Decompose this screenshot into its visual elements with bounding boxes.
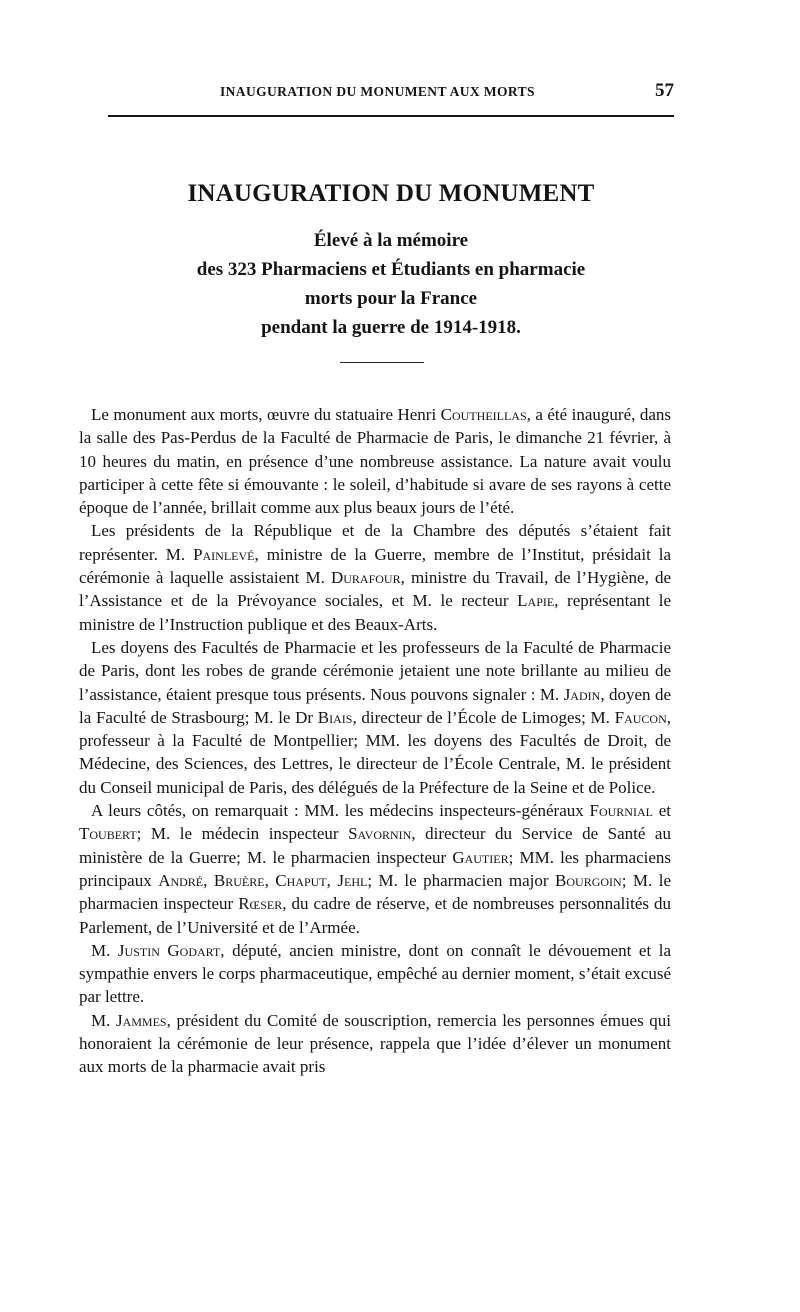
person-name: Coutheillas (440, 405, 527, 424)
title-rule (340, 362, 424, 363)
page-number: 57 (655, 80, 674, 101)
subtitle-line: Élevé à la mémoire (313, 230, 469, 251)
person-name: André (158, 870, 204, 890)
paragraph: Les présidents de la République et de la Chambre des députés s’étaient fait représenter. M. Painlevé, ministre de la Guerre, membre de l’Institut, présidait la cérémonie à laquelle assistaient M. Durafour, ministre du Travail, de l’Hygiène, de l’Assistance et de la Prévoyance sociales, et M. le recteur Lapie, représentant le ministre de l’Instruction publique et des Beaux-Arts. (79, 521, 671, 634)
header-rule (108, 115, 674, 117)
person-name: Faucon (614, 707, 667, 727)
paragraph: Le monument aux morts, œuvre du statuaire Henri Coutheillas, a été inauguré, dans la salle des Pas-Perdus de la Faculté de Pharmacie de Paris, le dimanche 21 février, à 10 heures du matin, en présence d’une nombreuse assistance. La nature avait voulu participer à cette fête si émouvante : le soleil, d’habitude si avare de ses rayons à cette époque de l’année, brillait comme aux plus beaux jours de l’été. (79, 405, 672, 518)
person-name: Jehl (337, 870, 368, 890)
paragraph: M. Jammes, président du Comité de souscription, remercia les personnes émues qui honoraient la cérémonie de leur présence, rappela que l’idée d’élever un monument aux morts de la pharmacie avait pris (79, 1010, 671, 1077)
person-name: Toubert (79, 824, 137, 844)
person-name: Durafour (330, 568, 401, 588)
person-name: Bruère (213, 870, 265, 890)
person-name: Fournial (589, 801, 653, 821)
person-name: Jammes (115, 1010, 167, 1030)
title-block (108, 176, 674, 342)
person-name: Jadin (563, 684, 601, 704)
paragraph: M. Justin Godart, député, ancien ministre, dont on connaît le dévouement et la sympathie envers le corps pharmaceutique, empêché au dernier moment, s’était excusé par lettre. (79, 940, 671, 1007)
person-name: Biais (317, 707, 353, 727)
body-text (79, 403, 671, 1079)
person-name: Painlevé (193, 544, 255, 564)
running-head (108, 80, 674, 104)
running-title: INAUGURATION DU MONUMENT AUX MORTS (220, 84, 535, 99)
person-name: Savornin (348, 824, 412, 844)
subtitle-line: morts pour la France (304, 288, 478, 309)
person-name: Chaput (275, 870, 327, 890)
person-name: Gautier (452, 847, 509, 867)
person-name: Rœser (238, 894, 283, 914)
subtitle-line: pendant la guerre de 1914-1918. (261, 317, 521, 338)
paragraph: A leurs côtés, on remarquait : MM. les médecins inspecteurs-généraux Fournial et Toubert; M. le médecin inspecteur Savornin, directeur du Service de Santé au ministère de la Guerre; M. le pharmacien inspecteur Gautier; MM. les pharmaciens principaux André, Bruère, Chaput, Jehl; M. le pharmacien major Bourgoin; M. le pharmacien inspecteur Rœser, du cadre de réserve, et de nombreuses personnalités du Parlement, de l’Université et de l’Armée. (79, 801, 672, 937)
person-name: Lapie (517, 591, 555, 611)
subtitle (108, 226, 674, 342)
person-name: Bourgoin (555, 870, 622, 890)
person-name: Justin Godart (117, 940, 221, 960)
paragraph: Les doyens des Facultés de Pharmacie et les professeurs de la Faculté de Pharmacie de Paris, dont les robes de grande cérémonie jetaient une note brillante au milieu de l’assistance, étaient presque tous présents. Nous pouvons signaler : M. Jadin, doyen de la Faculté de Strasbourg; M. le Dr Biais, directeur de l’École de Limoges; M. Faucon, professeur à la Faculté de Montpellier; MM. les doyens des Facultés de Droit, de Médecine, des Sciences, des Lettres, le directeur de l’École Centrale, M. le président du Conseil municipal de Paris, des délégués de la Préfecture de la Seine et de Police. (79, 637, 671, 797)
main-title: INAUGURATION DU MONUMENT (187, 180, 595, 207)
subtitle-line: des 323 Pharmaciens et Étudiants en pharmacie (196, 259, 586, 280)
